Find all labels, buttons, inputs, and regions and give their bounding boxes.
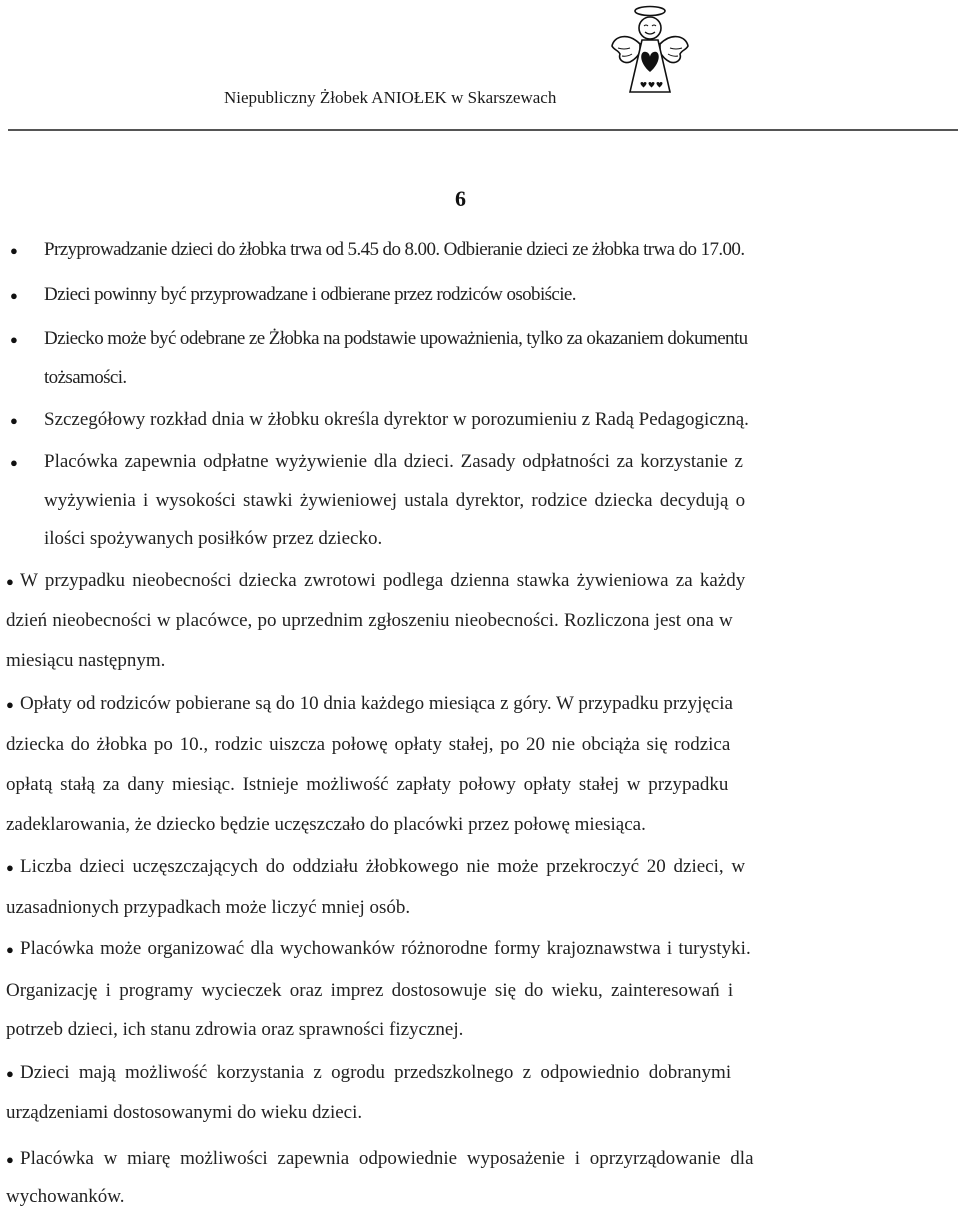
list-item-text: miesiącu następnym. bbox=[6, 650, 166, 671]
list-item-text: Placówka zapewnia odpłatne wyżywienie dla dzieci. Zasady odpłatności za korzystanie z bbox=[44, 451, 743, 472]
list-item-text: Liczba dzieci uczęszczających do oddziału żłobkowego nie może przekroczyć 20 dzieci, w bbox=[20, 856, 746, 877]
list-item-text: Przyprowadzanie dzieci do żłobka trwa od 5.45 do 8.00. Odbieranie dzieci ze żłobka trwa do 17.00. bbox=[44, 239, 745, 260]
bullet-icon: ● bbox=[6, 942, 14, 957]
list-item-text: Dzieci mają możliwość korzystania z ogrodu przedszkolnego z odpowiednio dobranymi bbox=[20, 1062, 732, 1083]
list-item-text: Organizację i programy wycieczek oraz imprez dostosowuje się do wieku, zainteresowań i bbox=[6, 980, 734, 1001]
section-number: 6 bbox=[455, 186, 466, 211]
bullet-icon: ● bbox=[10, 332, 18, 347]
list-item-text: potrzeb dzieci, ich stanu zdrowia oraz sprawności fizycznej. bbox=[6, 1019, 464, 1040]
list-item-text: Placówka w miarę możliwości zapewnia odpowiednie wyposażenie i oprzyrządowanie dla bbox=[20, 1148, 754, 1169]
list-item-text: urządzeniami dostosowanymi do wieku dzieci. bbox=[6, 1102, 363, 1123]
bullet-icon: ● bbox=[6, 860, 14, 875]
list-item-text: Dziecko może być odebrane ze Żłobka na podstawie upoważnienia, tylko za okazaniem dokumentu bbox=[44, 328, 748, 349]
list-item-text: dzień nieobecności w placówce, po uprzednim zgłoszeniu nieobecności. Rozliczona jest ona w bbox=[6, 610, 733, 631]
list-item-text: tożsamości. bbox=[44, 367, 127, 388]
header-divider bbox=[8, 129, 958, 131]
list-item-text: zadeklarowania, że dziecko będzie uczęszczało do placówki przez połowę miesiąca. bbox=[6, 814, 646, 835]
page-header bbox=[0, 0, 960, 132]
list-item-text: Opłaty od rodziców pobierane są do 10 dnia każdego miesiąca z góry. W przypadku przyjęcia bbox=[20, 693, 733, 714]
list-item-text: W przypadku nieobecności dziecka zwrotowi podlega dzienna stawka żywieniowa za każdy bbox=[20, 570, 746, 591]
list-item-text: Placówka może organizować dla wychowanków różnorodne formy krajoznawstwa i turystyki. bbox=[20, 938, 751, 959]
header-title: Niepubliczny Żłobek ANIOŁEK w Skarszewach bbox=[224, 88, 557, 107]
bullet-icon: ● bbox=[10, 413, 18, 428]
list-item-text: wychowanków. bbox=[6, 1186, 125, 1207]
angel-logo-icon bbox=[600, 2, 700, 102]
bullet-icon: ● bbox=[6, 1066, 14, 1081]
list-item-text: opłatą stałą za dany miesiąc. Istnieje możliwość zapłaty połowy opłaty stałej w przypadku bbox=[6, 774, 729, 795]
bullet-icon: ● bbox=[6, 697, 14, 712]
list-item-text: Szczegółowy rozkład dnia w żłobku określa dyrektor w porozumieniu z Radą Pedagogiczną. bbox=[44, 409, 749, 430]
list-item-text: dziecka do żłobka po 10., rodzic uiszcza połowę opłaty stałej, po 20 nie obciąża się rodzica bbox=[6, 734, 731, 755]
list-item-text: Dzieci powinny być przyprowadzane i odbierane przez rodziców osobiście. bbox=[44, 284, 576, 305]
bullet-icon: ● bbox=[6, 574, 14, 589]
bullet-icon: ● bbox=[10, 455, 18, 470]
bullet-icon: ● bbox=[10, 288, 18, 303]
list-item-text: uzasadnionych przypadkach może liczyć mniej osób. bbox=[6, 897, 411, 918]
list-item-text: ilości spożywanych posiłków przez dziecko. bbox=[44, 528, 383, 549]
list-item-text: wyżywienia i wysokości stawki żywieniowej ustala dyrektor, rodzice dziecka decydują o bbox=[44, 490, 746, 511]
bullet-icon: ● bbox=[10, 243, 18, 258]
bullet-icon: ● bbox=[6, 1152, 14, 1167]
